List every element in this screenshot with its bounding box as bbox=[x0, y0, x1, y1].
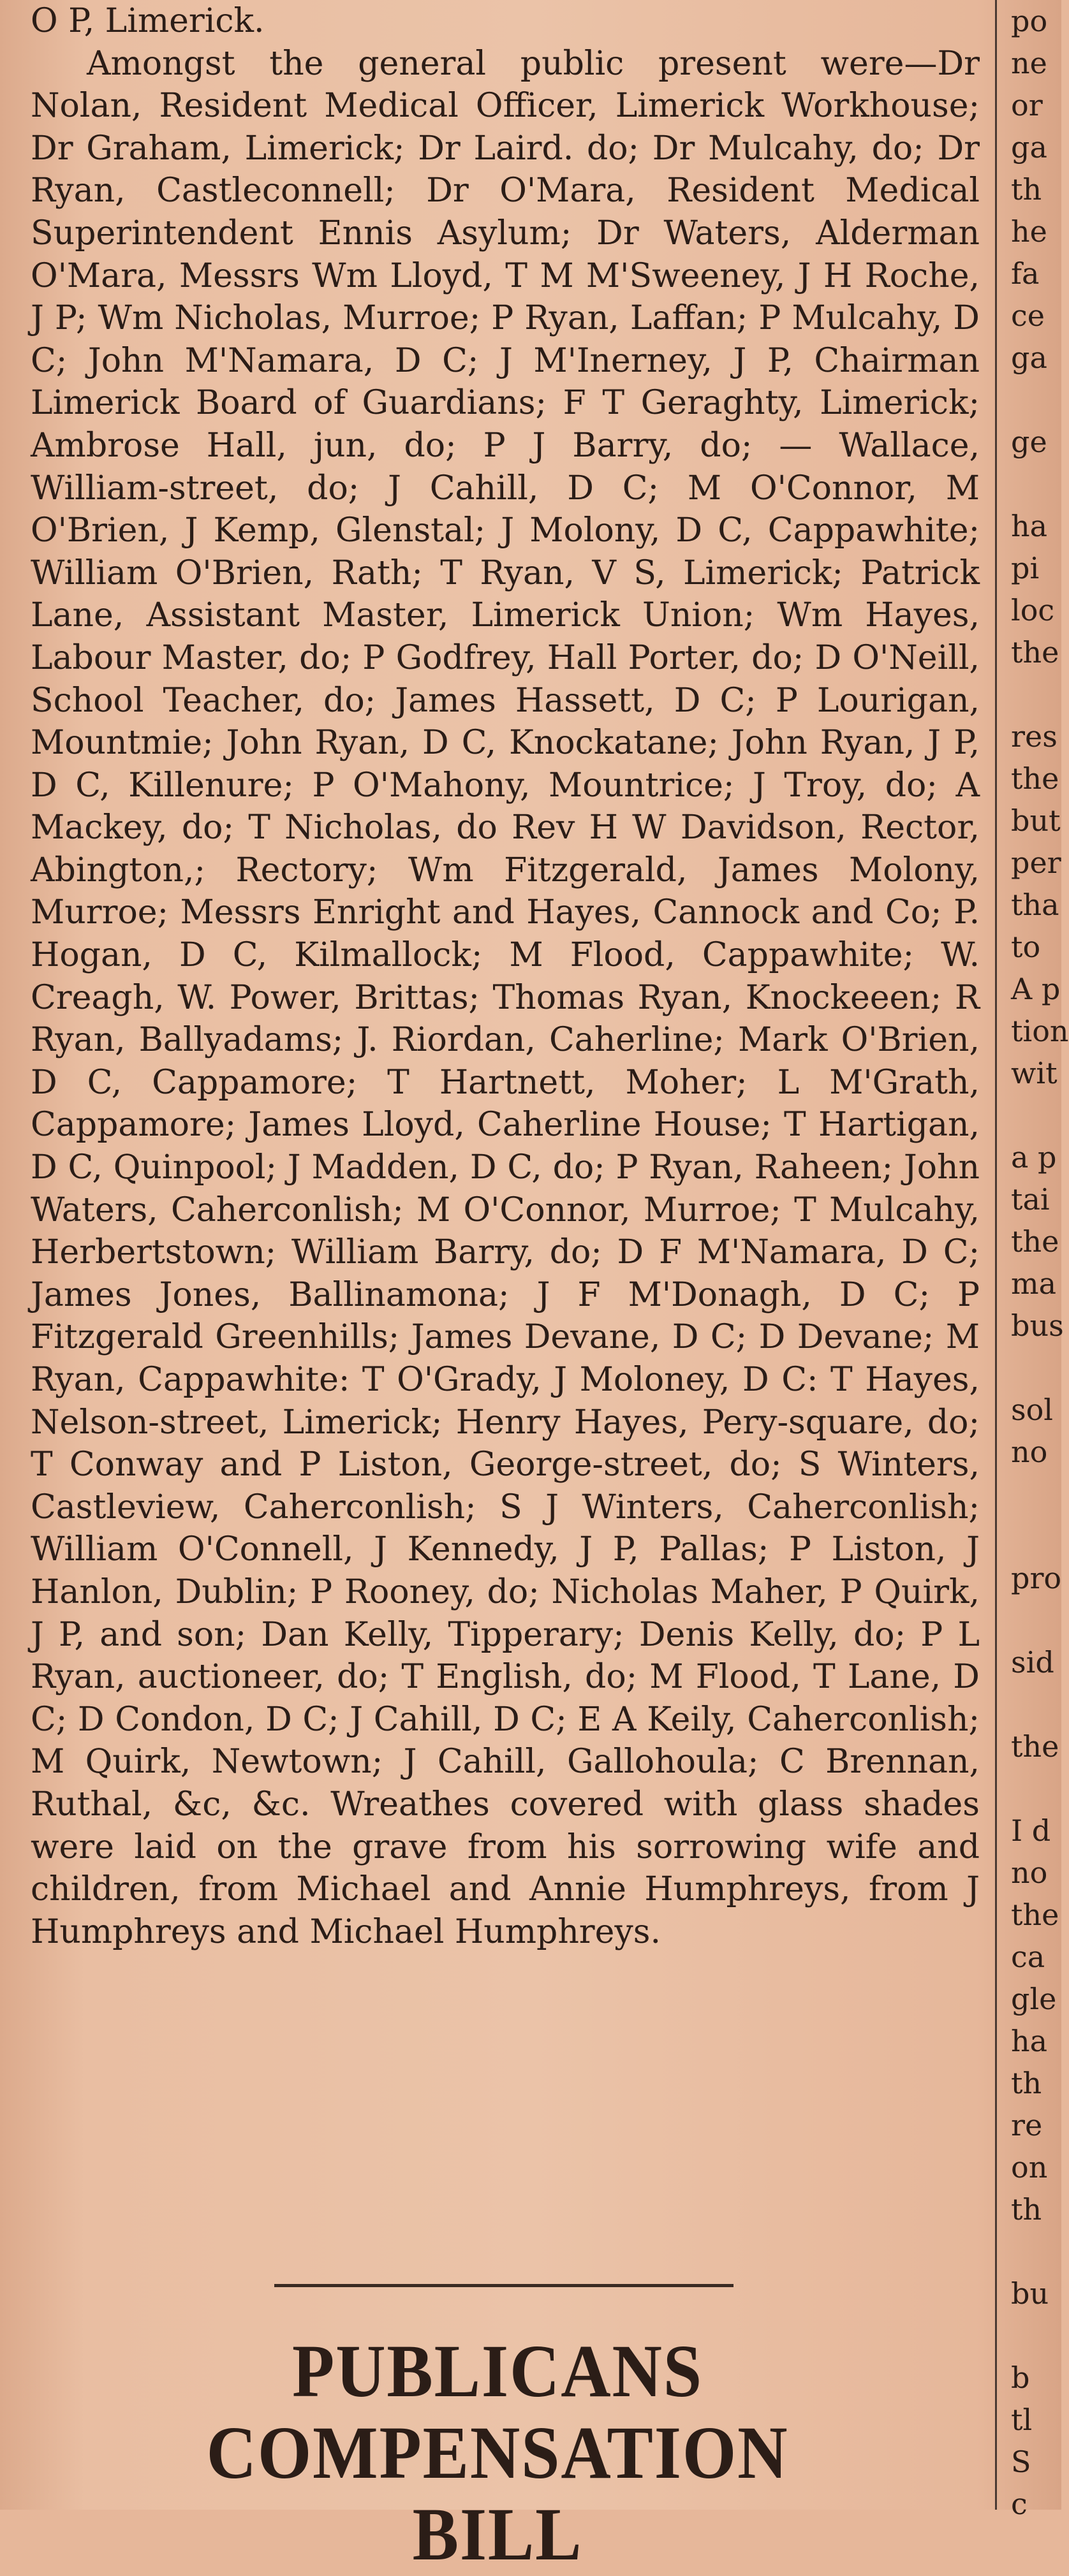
adjacent-column-fragment: the bbox=[1011, 635, 1059, 670]
adjacent-column-fragment: per bbox=[1011, 845, 1061, 880]
adjacent-column-fragment: no bbox=[1011, 1435, 1048, 1469]
adjacent-column-fragment: re bbox=[1011, 2108, 1043, 2142]
adjacent-column-fragment: on bbox=[1011, 2150, 1048, 2184]
adjacent-column-fragment: th bbox=[1011, 2066, 1042, 2100]
adjacent-column-fragment: the bbox=[1011, 1898, 1059, 1932]
adjacent-column-fragment: pi bbox=[1011, 551, 1040, 585]
adjacent-column-fragment: but bbox=[1011, 803, 1061, 838]
article-headline bbox=[63, 2331, 932, 2575]
adjacent-column-fragment: tion bbox=[1011, 1014, 1069, 1048]
adjacent-column-fragment bbox=[1011, 1767, 1061, 1810]
adjacent-column-fragment: the bbox=[1011, 1729, 1059, 1764]
adjacent-column-fragment bbox=[1011, 1347, 1061, 1389]
adjacent-column-fragment: bus bbox=[1011, 1308, 1064, 1343]
adjacent-column-fragment: th bbox=[1011, 172, 1042, 207]
adjacent-column-fragment: tha bbox=[1011, 888, 1059, 922]
adjacent-column-fragment: ne bbox=[1011, 46, 1047, 80]
adjacent-column-fragment: to bbox=[1011, 930, 1041, 964]
adjacent-column-fragment: no bbox=[1011, 1855, 1048, 1890]
adjacent-column-fragment: or bbox=[1011, 88, 1043, 122]
column-separator bbox=[995, 0, 997, 2510]
adjacent-column-fragments bbox=[1011, 0, 1069, 2525]
adjacent-column-fragment: res bbox=[1011, 719, 1058, 754]
adjacent-column-fragment: the bbox=[1011, 761, 1059, 796]
adjacent-column-fragment: ha bbox=[1011, 509, 1048, 543]
adjacent-column-fragment: loc bbox=[1011, 593, 1055, 627]
adjacent-column-fragment bbox=[1011, 2315, 1061, 2357]
adjacent-column-fragment: ce bbox=[1011, 298, 1045, 333]
adjacent-column-fragment: tai bbox=[1011, 1182, 1050, 1217]
adjacent-column-fragment bbox=[1011, 1094, 1061, 1136]
adjacent-column-fragment: c bbox=[1011, 2487, 1028, 2521]
adjacent-column-fragment: the bbox=[1011, 1224, 1059, 1259]
adjacent-column-fragment bbox=[1011, 2230, 1061, 2272]
adjacent-column-fragment: pro bbox=[1011, 1561, 1062, 1595]
adjacent-column-fragment bbox=[1011, 1473, 1061, 1515]
adjacent-column-fragment: ga bbox=[1011, 340, 1047, 375]
adjacent-column-fragment: S bbox=[1011, 2445, 1031, 2479]
adjacent-column-fragment: b bbox=[1011, 2360, 1030, 2395]
adjacent-column-fragment: wit bbox=[1011, 1056, 1058, 1090]
adjacent-column-fragment bbox=[1011, 1599, 1061, 1641]
adjacent-column-fragment bbox=[1011, 1683, 1061, 1725]
adjacent-column-fragment: A p bbox=[1011, 972, 1061, 1006]
column-heading: O P, Limerick. bbox=[31, 2, 265, 40]
adjacent-column-fragment bbox=[1011, 463, 1061, 505]
adjacent-column-fragment bbox=[1011, 379, 1061, 421]
headline-line-2: BILL bbox=[412, 2492, 583, 2576]
adjacent-column-fragment: I d bbox=[1011, 1813, 1051, 1848]
adjacent-column-fragment: ma bbox=[1011, 1266, 1057, 1301]
adjacent-column-fragment: tl bbox=[1011, 2403, 1033, 2437]
adjacent-column-fragment: bu bbox=[1011, 2276, 1049, 2311]
adjacent-column-fragment: ge bbox=[1011, 425, 1047, 459]
adjacent-column-fragment bbox=[1011, 673, 1061, 715]
main-column bbox=[31, 0, 980, 1953]
adjacent-column-fragment: po bbox=[1011, 4, 1048, 38]
adjacent-column-fragment: sid bbox=[1011, 1645, 1054, 1680]
adjacent-column-fragment: ha bbox=[1011, 2024, 1048, 2058]
attendees-paragraph: Amongst the general public present were—Dr Nolan, Resident Medical Officer, Limerick Workhouse; Dr Graham, Limerick; Dr Laird. do; Dr Mulcahy, do; Dr Ryan, Castleconnell; Dr O'Mara, Resident Medical Superintendent Ennis Asylum; Dr Waters, Alderman O'Mara, Messrs Wm Lloyd, T M M'Sweeney, J H Roche, J P; Wm Nicholas, Murroe; P Ryan, Laffan; P Mulcahy, D C; John M'Namara, D C; J M'Inerney, J P, Chairman Limerick Board of Guardians; F T Geraghty, Limerick; Ambrose Hall, jun, do; P J Barry, do; — Wallace, William-street, do; J Cahill, D C; M O'Connor, M O'Brien, J Kemp, Glenstal; J Molony, D C, Cappawhite; William O'Brien, Rath; T Ryan, V S, Limerick; Patrick Lane, Assistant Master, Limerick Union; Wm Hayes, Labour Master, do; P Godfrey, Hall Porter, do; D O'Neill, School Teacher, do; James Hassett, D C; P Lourigan, Mountmie; John Ryan, D C, Knockatane; John Ryan, J P, D C, Killenure; P O'Mahony, Mountrice; J Troy, do; A Mackey, do; T Nicholas, do Rev H W Davidson, Rector, Abington,; Rectory; Wm Fitzgerald, James Molony, Murroe; Messrs Enright and Hayes, Cannock and Co; P. Hogan, D C, Kilmallock; M Flood, Cappawhite; W. Creagh, W. Power, Brittas; Thomas Ryan, Knockeeen; R Ryan, Ballyadams; J. Riordan, Caherline; Mark O'Brien, D C, Cappamore; T Hartnett, Moher; L M'Grath, Cappamore; James Lloyd, Caherline House; T Hartigan, D C, Quinpool; J Madden, D C, do; P Ryan, Raheen; John Waters, Caherconlish; M O'Connor, Murroe; T Mulcahy, Herbertstown; William Barry, do; D F M'Namara, D C; James Jones, Ballinamona; J F M'Donagh, D C; P Fitzgerald Greenhills; James Devane, D C; D Devane; M Ryan, Cappawhite: T O'Grady, J Moloney, D C: T Hayes, Nelson-street, Limerick; Henry Hayes, Pery-square, do; T Conway and P Liston, George-street, do; S Winters, Castleview, Caherconlish; S J Winters, Caherconlish; William O'Connell, J Kennedy, J P, Pallas; P Liston, J Hanlon, Dublin; P Rooney, do; Nicholas Maher, P Quirk, J P, and son; Dan Kelly, Tipperary; Denis Kelly, do; P L Ryan, auctioneer, do; T English, do; M Flood, T Lane, D C; D Condon, D C; J Cahill, D C; E A Keily, Caherconlish; M Quirk, Newtown; J Cahill, Gallohoula; C Brennan, Ruthal, &c, &c. Wreathes covered with glass shades were laid on the grave from his sorrowing wife and children, from Michael and Annie Humphreys, from J Humphreys and Michael Humphreys. bbox=[31, 44, 980, 1951]
adjacent-column-fragment: sol bbox=[1011, 1393, 1054, 1427]
adjacent-column-fragment: gle bbox=[1011, 1982, 1057, 2016]
adjacent-column-fragment: fa bbox=[1011, 256, 1040, 291]
adjacent-column-fragment bbox=[1011, 1515, 1061, 1557]
section-divider bbox=[274, 2284, 734, 2287]
headline-line-1: PUBLICANS COMPENSATION bbox=[206, 2329, 789, 2494]
adjacent-column-fragment: a p bbox=[1011, 1140, 1057, 1175]
adjacent-column-fragment: ca bbox=[1011, 1940, 1045, 1974]
adjacent-column-fragment: ga bbox=[1011, 130, 1047, 165]
adjacent-column-fragment: he bbox=[1011, 214, 1047, 249]
adjacent-column-fragment: th bbox=[1011, 2192, 1042, 2227]
